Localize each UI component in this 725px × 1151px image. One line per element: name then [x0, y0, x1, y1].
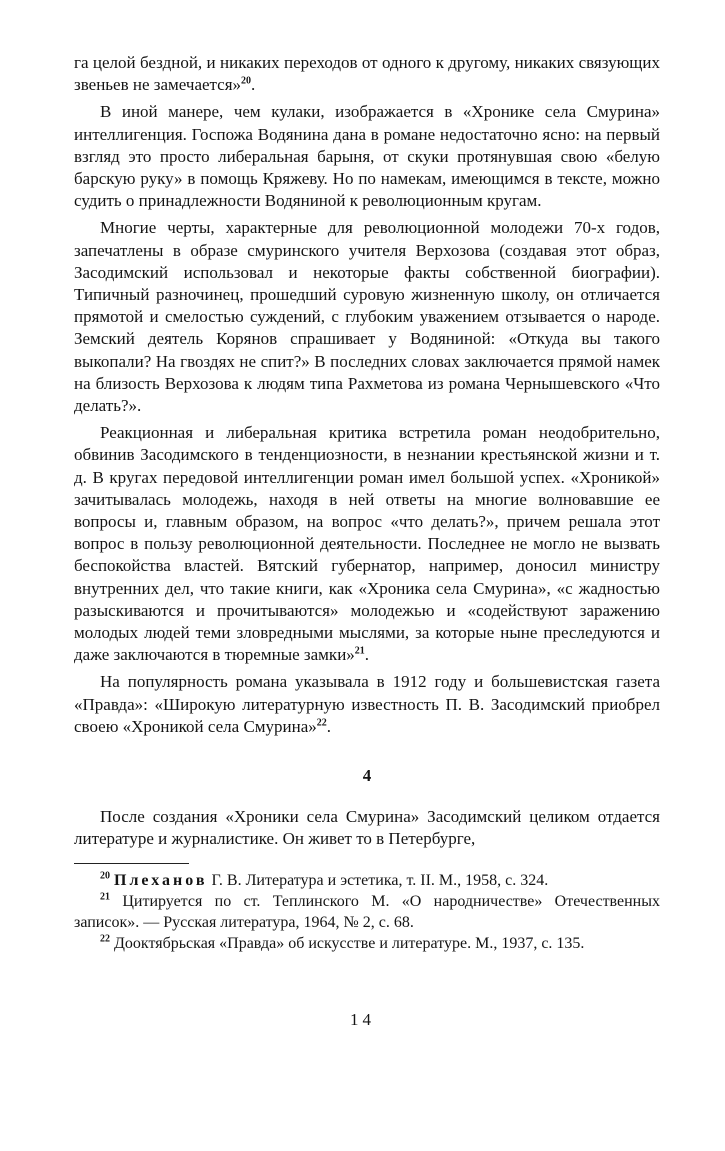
footnote-21: $^{21}$ Цитируется по ст. Теплинского М. «О народничестве» Отечественных записок». — Русская литература, 1964, № 2, с. 68.: [74, 891, 660, 931]
paragraph-2: В иной манере, чем кулаки, изображается в «Хронике села Смурина» интеллигенция. Госпожа Водянинa дана в романе недостаточно ясно: на первый взгляд это просто либеральная барыня, от скуки протянувшая свою «белую барскую руку» в помощь Кряжеву. Но по намекам, имеющимся в тексте, можно судить о принадлежности Водяниной к революционным кругам.: [74, 102, 660, 211]
book-page: [74, 52, 660, 954]
section-number: 4: [362, 766, 372, 786]
paragraph-3: Многие черты, характерные для революционной молодежи 70-х годов, запечатлены в образе смуринского учителя Верхозова (создавая этот образ, Засодимский использовал и некоторые факты собственной биографии). Типичный разночинец, прошедший суровую жизненную школу, он отличается прямотой и смелостью суждений, с глубоким уважением отзывается о народе. Земский деятель Корянов спрашивает у Водяниной: «Откуда вы такого выкопали? На гвоздях не спит?» В последних словах заключается прямой намек на близость Верхозова к людям типа Рахметова из романа Чернышевского «Что делать?».: [74, 218, 660, 416]
footnote-ref-21: 21: [354, 645, 365, 657]
paragraph-5: На популярность романа указывала в 1912 году и большевистская газета «Правда»: «Широкую литературную известность П. В. Засодимский приобрел своею «Хроникой села Смурина»$^{22}$.: [74, 672, 660, 736]
paragraph-after-section: После создания «Хроники села Смурина» Засодимский целиком отдается литературе и журналистике. Он живет то в Петербурге,: [74, 807, 660, 849]
footnote-22: $^{22}$ Дооктябрьская «Правда» об искусстве и литературе. М., 1937, с. 135.: [100, 933, 585, 952]
paragraph-1: га целой бездной, и никаких переходов от одного к другому, никаких связующих звеньев не замечается»$^{20}$.: [74, 53, 660, 95]
footnotes: [74, 870, 660, 954]
footnote-divider: [74, 863, 189, 864]
footnote-20: $^{20}$ Плеханов Г. В. Литература и эстетика, т. II. М., 1958, с. 324.: [100, 870, 549, 889]
footnote-ref-20: 20: [241, 75, 252, 87]
paragraph-4: Реакционная и либеральная критика встретила роман неодобрительно, обвинив Засодимского в тенденциозности, в незнании крестьянской жизни и т. д. В кругах передовой интеллигенции роман имел большой успех. «Хроникой» зачитывалась молодежь, находя в ней ответы на многие волновавшие ее вопросы и, главным образом, на вопрос «что делать?», причем решала этот вопрос в пользу революционной деятельности. Последнее не могло не вызвать беспокойства властей. Вятский губернатор, например, доносил министру внутренних дел, что такие книги, как «Хроника села Смурина», «с жадностью разыскиваются и прочитываются» молодежью и «содействуют заражению молодых людей теми зловредными мыслями, за которые ныне преследуются и даже заключаются в тюремные замки»$^{21}$.: [74, 423, 660, 665]
page-number: 14: [350, 1010, 375, 1029]
body-text: [74, 52, 660, 738]
footnote-ref-22: 22: [316, 717, 327, 729]
footnote-author: Плеханов: [114, 871, 208, 889]
